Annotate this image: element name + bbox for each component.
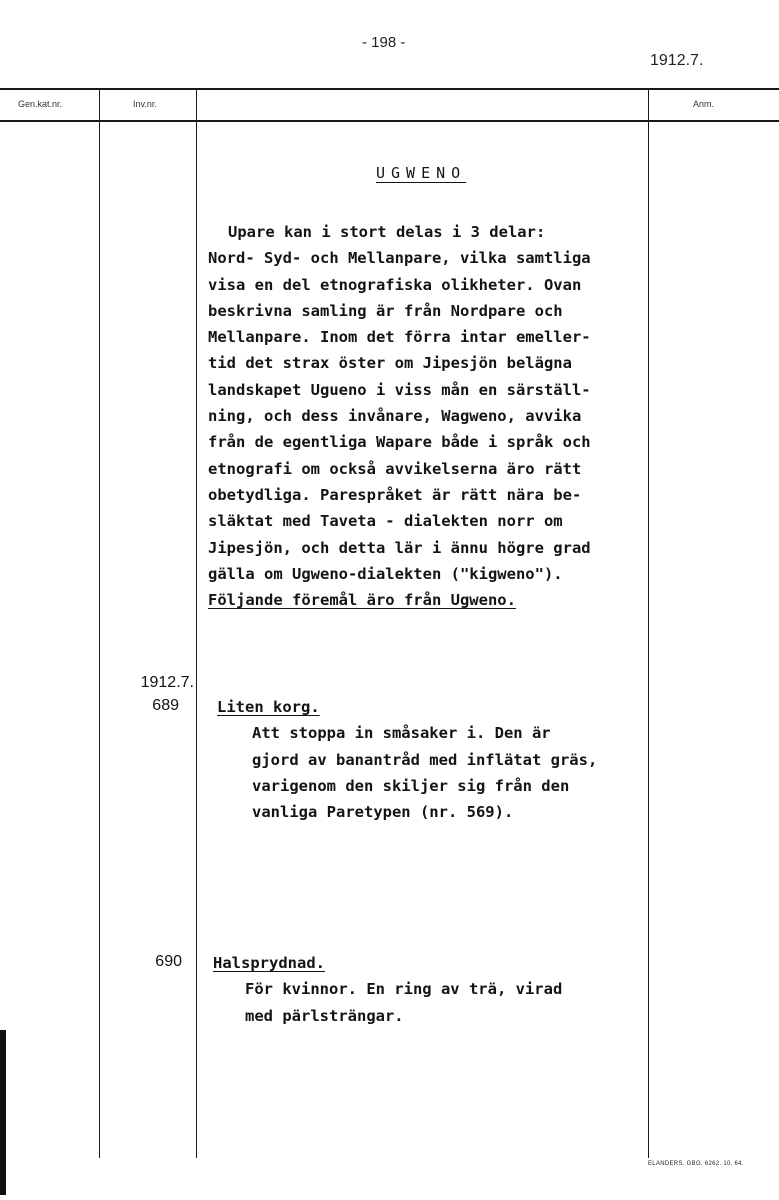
column-divider-genkat bbox=[99, 88, 100, 1158]
column-header-anm: Anm. bbox=[693, 99, 715, 109]
entry-line: gjord av banantråd med inflätat gräs, bbox=[252, 750, 598, 769]
entry-line: För kvinnor. En ring av trä, virad bbox=[245, 980, 563, 999]
paragraph-line: gälla om Ugweno-dialekten ("kigweno"). bbox=[208, 564, 563, 583]
closing-line: Följande föremål äro från Ugweno. bbox=[208, 591, 516, 610]
paragraph-line: landskapet Ugueno i viss mån en särställ- bbox=[208, 380, 591, 399]
paragraph-line: från de egentliga Wapare både i språk och bbox=[208, 433, 591, 452]
header-top-rule bbox=[0, 88, 779, 90]
entry-line: varigenom den skiljer sig från den bbox=[252, 776, 570, 795]
paragraph-line: etnografi om också avvikelserna äro rätt bbox=[208, 459, 582, 478]
entry-heading: Liten korg. bbox=[217, 698, 320, 716]
column-divider-invnr bbox=[196, 88, 197, 1158]
entry-inv-number: 690 bbox=[155, 953, 182, 970]
entry-line: vanliga Paretypen (nr. 569). bbox=[252, 803, 514, 822]
column-header-genkat: Gen.kat.nr. bbox=[18, 99, 63, 109]
section-title: UGWENO bbox=[376, 164, 467, 182]
paragraph-line: Nord- Syd- och Mellanpare, vilka samtliga bbox=[208, 249, 591, 268]
binding-edge bbox=[0, 1030, 6, 1195]
paragraph-line: Upare kan i stort delas i 3 delar: bbox=[228, 223, 546, 241]
paragraph-line: tid det strax öster om Jipesjön belägna bbox=[208, 354, 572, 373]
entry-690 bbox=[213, 950, 562, 1029]
header-bottom-rule bbox=[0, 120, 779, 122]
entry-line: Att stoppa in småsaker i. Den är bbox=[252, 724, 551, 743]
entry-inv-number: 689 bbox=[152, 697, 179, 714]
paragraph-line: obetydliga. Parespråket är rätt nära be- bbox=[208, 485, 582, 504]
page-number: - 198 - bbox=[362, 34, 406, 51]
header-batch-number: 1912.7. bbox=[650, 52, 704, 69]
entry-line: med pärlsträngar. bbox=[245, 1006, 404, 1025]
paragraph-line: ning, och dess invånare, Wagweno, avvika bbox=[208, 407, 582, 426]
paragraph-line: släktat med Taveta - dialekten norr om bbox=[208, 512, 563, 531]
paragraph-line: visa en del etnografiska olikheter. Ovan bbox=[208, 275, 582, 294]
entry-batch-number: 1912.7. bbox=[140, 674, 194, 691]
paragraph-line: Jipesjön, och detta lär i ännu högre grad bbox=[208, 538, 591, 557]
column-header-invnr: Inv.nr. bbox=[133, 99, 157, 109]
column-divider-anm bbox=[648, 88, 649, 1158]
printer-imprint: ELANDERS. GBG. 6262. 10. 64. bbox=[648, 1161, 744, 1167]
entry-heading: Halsprydnad. bbox=[213, 954, 325, 972]
section-paragraph bbox=[208, 219, 591, 613]
paragraph-line: Mellanpare. Inom det förra intar emeller- bbox=[208, 328, 591, 347]
paragraph-line: beskrivna samling är från Nordpare och bbox=[208, 301, 563, 320]
entry-689 bbox=[217, 694, 597, 825]
